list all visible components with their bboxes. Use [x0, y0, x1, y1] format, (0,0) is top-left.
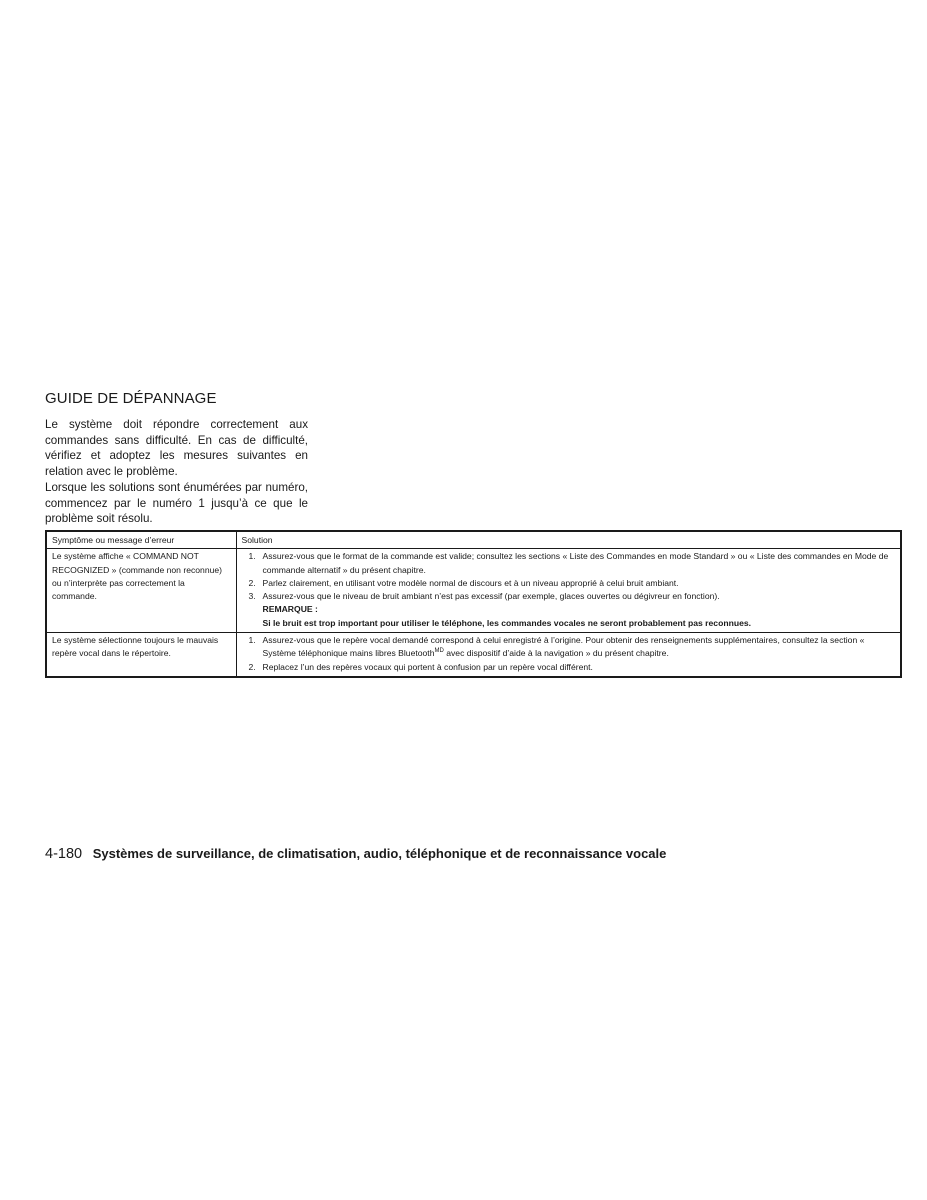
step-text-start: Assurez-vous que le repère vocal demandé correspond à celui enregistré à l’origine. Pour obtenir des renseignements supplémentaires, consultez la section « Système téléphonique mains libres Bluetooth [262, 635, 865, 659]
step-number: 3. [248, 591, 256, 602]
step-number: 1. [248, 635, 256, 646]
step-text: Replacez l’un des repères vocaux qui portent à confusion par un repère vocal différent. [262, 661, 593, 672]
column-header-symptom: Symptôme ou message d’erreur [46, 531, 236, 549]
page-footer [45, 846, 666, 862]
step-number: 2. [248, 661, 256, 672]
solution-step [242, 661, 896, 674]
intro-paragraph-2: Lorsque les solutions sont énumérées par numéro, commencez par le numéro 1 jusqu’à ce que le problème soit résolu. [45, 481, 308, 525]
solution-cell [236, 549, 901, 633]
step-text-end: avec dispositif d’aide à la navigation » du présent chapitre. [443, 648, 669, 659]
troubleshooting-table [45, 530, 902, 678]
solution-step [242, 590, 896, 603]
solution-cell [236, 633, 901, 677]
chapter-title: Systèmes de surveillance, de climatisation, audio, téléphonique et de reconnaissance vocale [92, 846, 667, 861]
remark-label: REMARQUE : [262, 604, 318, 615]
solution-step [242, 577, 896, 590]
remark-text: Si le bruit est trop important pour utiliser le téléphone, les commandes vocales ne seront probablement pas reconnues. [262, 617, 752, 628]
solution-step [242, 550, 896, 577]
step-text: Assurez-vous que le format de la commande est valide; consultez les sections « Liste des Commandes en mode Standard » ou « Liste des commandes en Mode de commande alternatif » du présent chapitre. [262, 551, 889, 575]
trademark-superscript: MD [434, 648, 444, 655]
step-text: Parlez clairement, en utilisant votre modèle normal de discours et à un niveau approprié à celui bruit ambiant. [262, 577, 679, 588]
step-number: 1. [248, 551, 256, 562]
solution-list [242, 550, 896, 603]
solution-list [242, 634, 896, 674]
step-number: 2. [248, 577, 256, 588]
table-row [46, 549, 901, 633]
solution-step [242, 634, 896, 661]
step-text: Assurez-vous que le niveau de bruit ambiant n’est pas excessif (par exemple, glaces ouvertes ou dégivreur en fonction). [262, 591, 720, 602]
table-header-row [46, 531, 901, 549]
page-number: 4-180 [45, 846, 83, 862]
column-header-solution: Solution [236, 531, 901, 549]
intro-paragraph-1: Le système doit répondre correctement aux commandes sans difficulté. En cas de difficulté, vérifiez et adoptez les mesures suivantes en relation avec le problème. [45, 418, 308, 478]
section-title: GUIDE DE DÉPANNAGE [45, 390, 217, 407]
symptom-cell: Le système sélectionne toujours le mauvais repère vocal dans le répertoire. [46, 633, 236, 677]
table-row [46, 633, 901, 677]
symptom-cell: Le système affiche « COMMAND NOT RECOGNIZED » (commande non reconnue) ou n’interprète pas correctement la commande. [46, 549, 236, 633]
